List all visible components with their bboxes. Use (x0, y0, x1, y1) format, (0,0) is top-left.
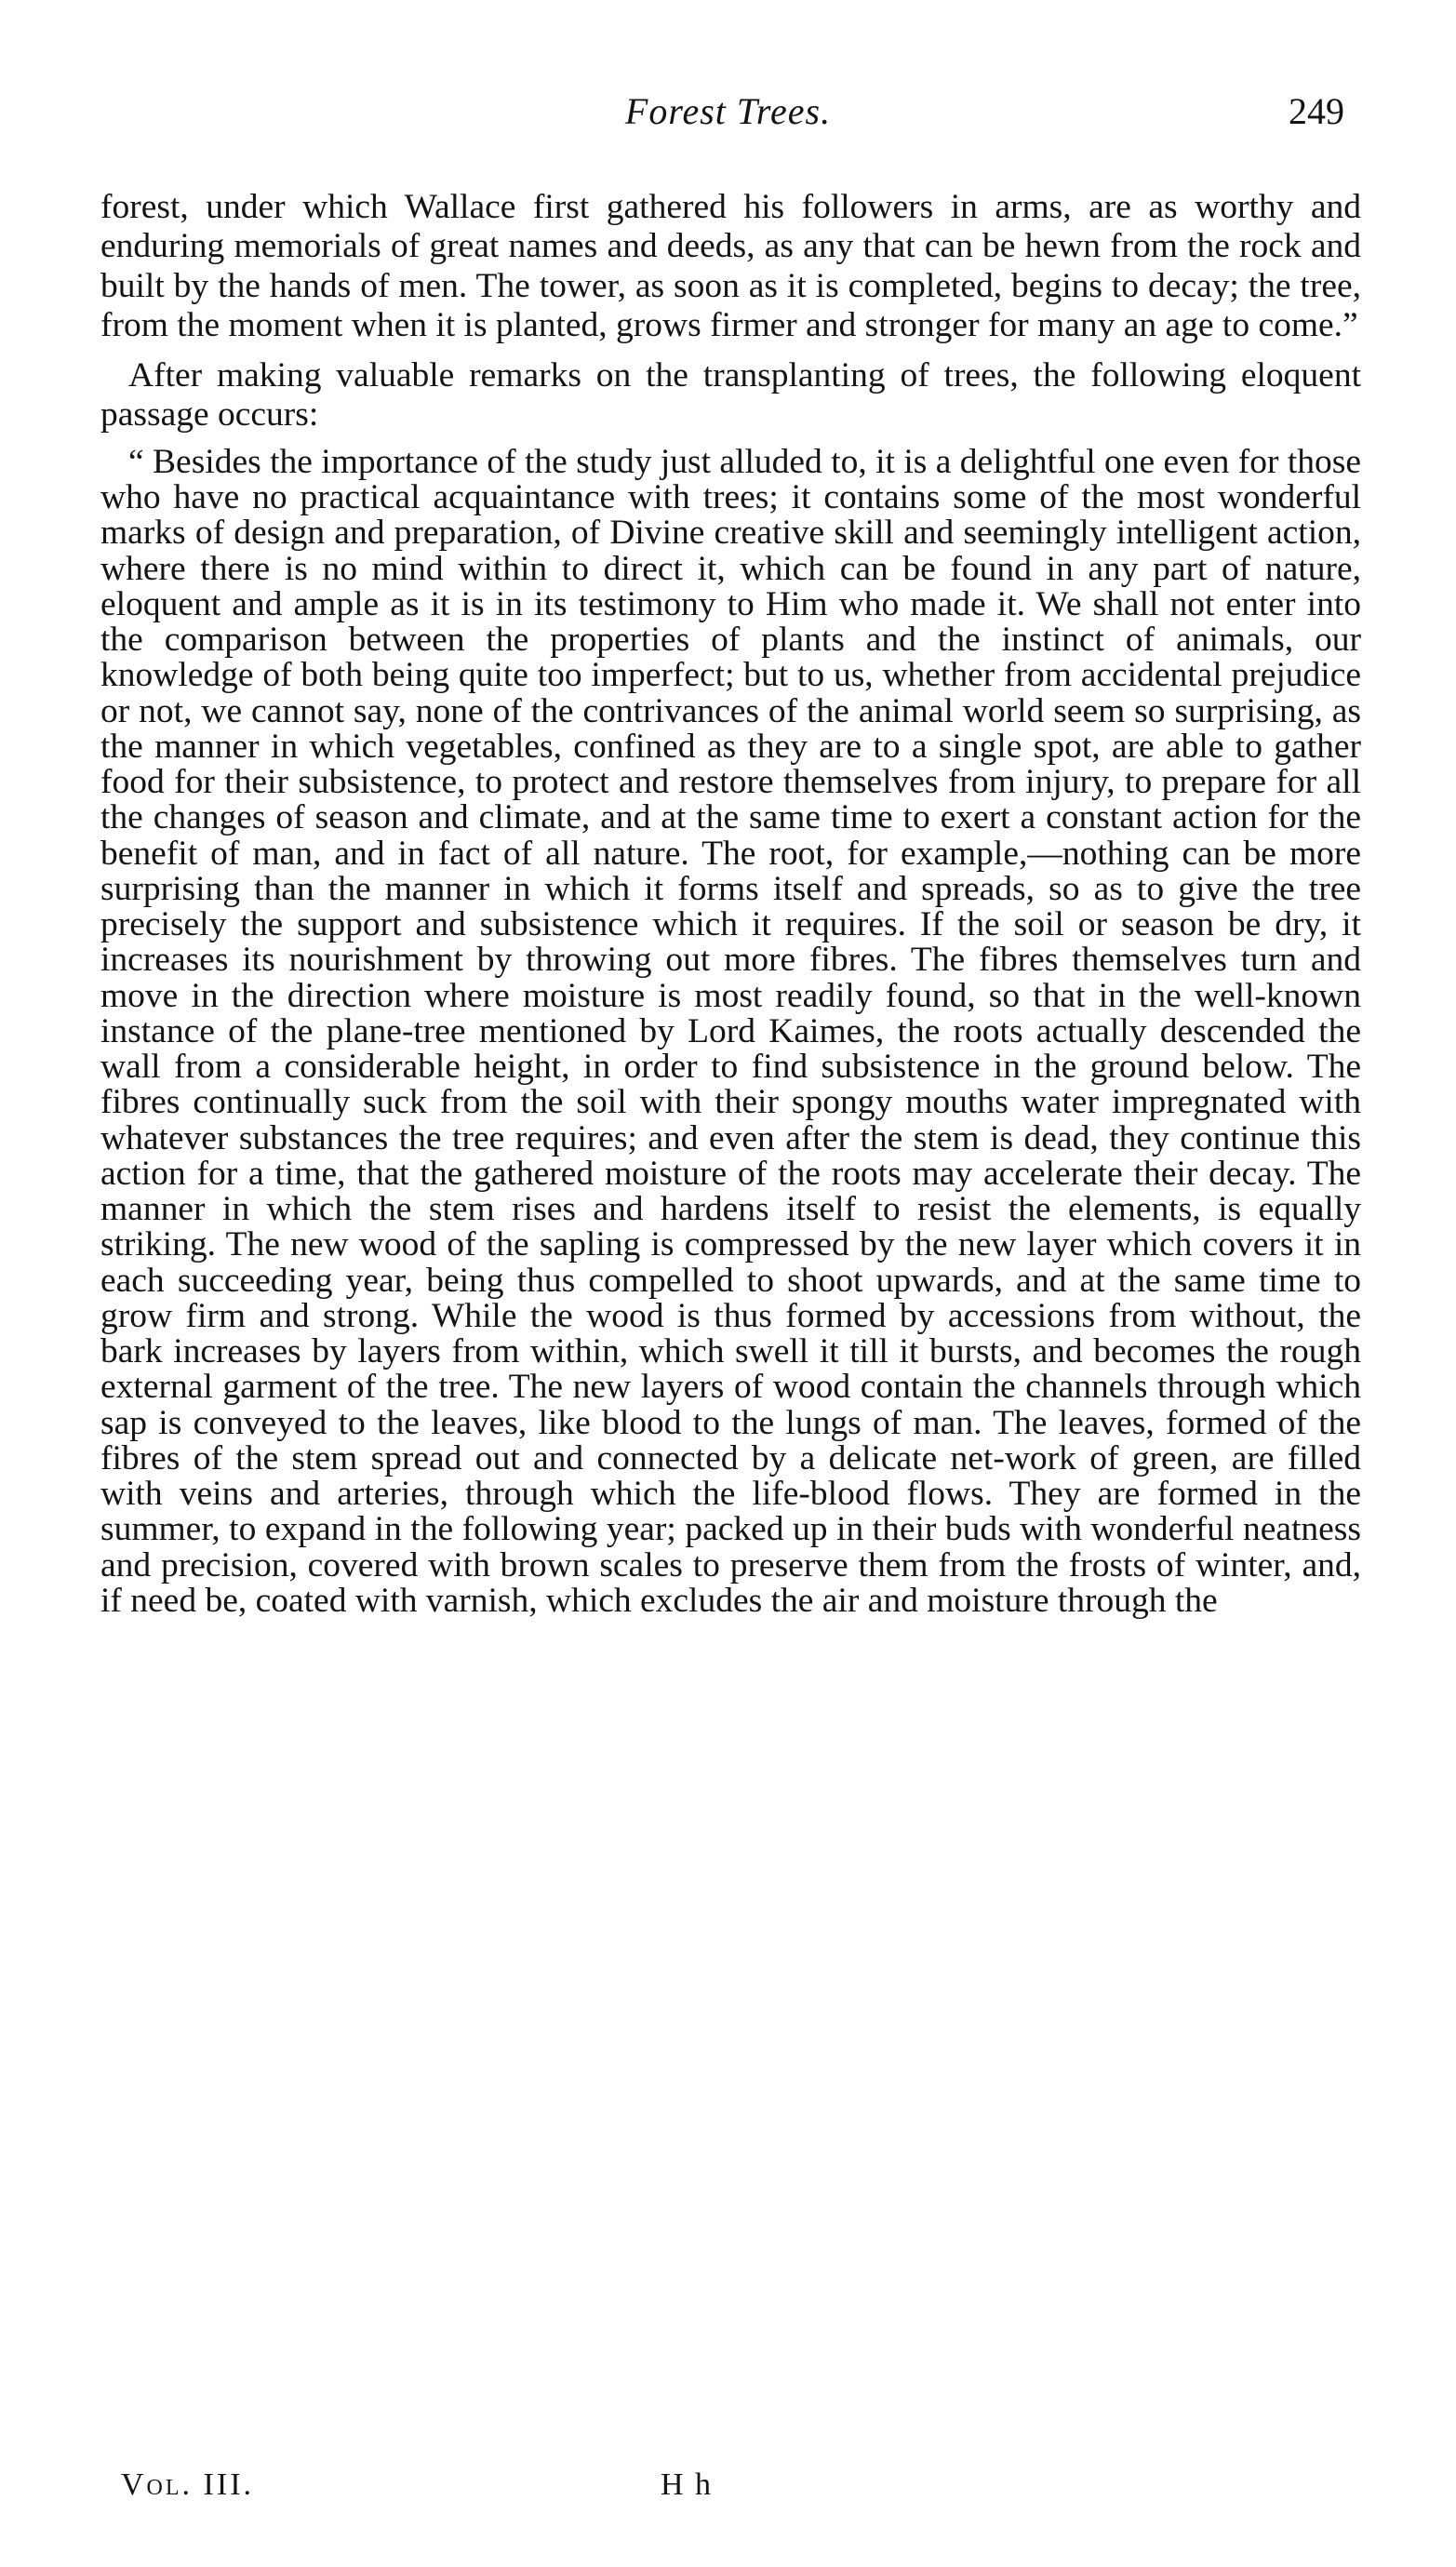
page-number: 249 (1289, 90, 1344, 132)
page-footer (121, 2467, 1330, 2514)
paragraph-continuation: forest, under which Wallace first gathered his followers in arms, are as worthy and enduring memorials of great names and deeds, as any that can be hewn from the rock and built by the hands of men. The tower, as soon as it is completed, begins to decay; the tree, from the moment when it is planted, grows firmer and stronger for many an age to come.” (100, 188, 1361, 344)
paragraph-quotation: “ Besides the importance of the study just alluded to, it is a delightful one even for those who have no practical acquaintance with trees; it contains some of the most wonderful marks of design and preparation, of Divine creative skill and seemingly intelligent action, where there is no mind within to direct it, which can be found in any part of nature, eloquent and ample as it is in its testimony to Him who made it. We shall not enter into the comparison between the properties of plants and the instinct of animals, our knowledge of both being quite too imperfect; but to us, whether from accidental prejudice or not, we cannot say, none of the contrivances of the animal world seem so surprising, as the manner in which vegetables, confined as they are to a single spot, are able to gather food for their subsistence, to protect and restore themselves from injury, to prepare for all the changes of season and climate, and at the same time to exert a constant action for the benefit of man, and in fact of all nature. The root, for example,—nothing can be more surprising than the manner in which it forms itself and spreads, so as to give the tree precisely the support and subsistence which it requires. If the soil or season be dry, it increases its nourishment by throwing out more fibres. The fibres themselves turn and move in the direction where moisture is most readily found, so that in the well-known instance of the plane-tree mentioned by Lord Kaimes, the roots actually descended the wall from a considerable height, in order to find subsistence in the ground below. The fibres continually suck from the soil with their spongy mouths water impregnated with whatever substances the tree requires; and even after the stem is dead, they continue this action for a time, that the gathered moisture of the roots may accelerate their decay. The manner in which the stem rises and hardens itself to resist the elements, is equally striking. The new wood of the sapling is compressed by the new layer which covers it in each succeeding year, being thus compelled to shoot upwards, and at the same time to grow firm and strong. While the wood is thus formed by accessions from without, the bark increases by layers from within, which swell it till it bursts, and becomes the rough external garment of the tree. The new layers of wood contain the channels through which sap is conveyed to the leaves, like blood to the lungs of man. The leaves, formed of the fibres of the stem spread out and connected by a delicate net-work of green, are filled with veins and arteries, through which the life-blood flows. They are formed in the summer, to expand in the following year; packed up in their buds with wonderful neatness and precision, covered with brown scales to preserve them from the frosts of winter, and, if need be, coated with varnish, which excludes the air and moisture through the (100, 442, 1361, 1620)
volume-mark: Vol. III. (121, 2467, 255, 2502)
body-text (100, 188, 1361, 1619)
running-title: Forest Trees. (624, 90, 832, 132)
paragraph-intro: After making valuable remarks on the transplanting of trees, the following eloquent passage occurs: (100, 356, 1361, 435)
signature-mark: H h (661, 2467, 714, 2502)
running-head (93, 89, 1363, 145)
